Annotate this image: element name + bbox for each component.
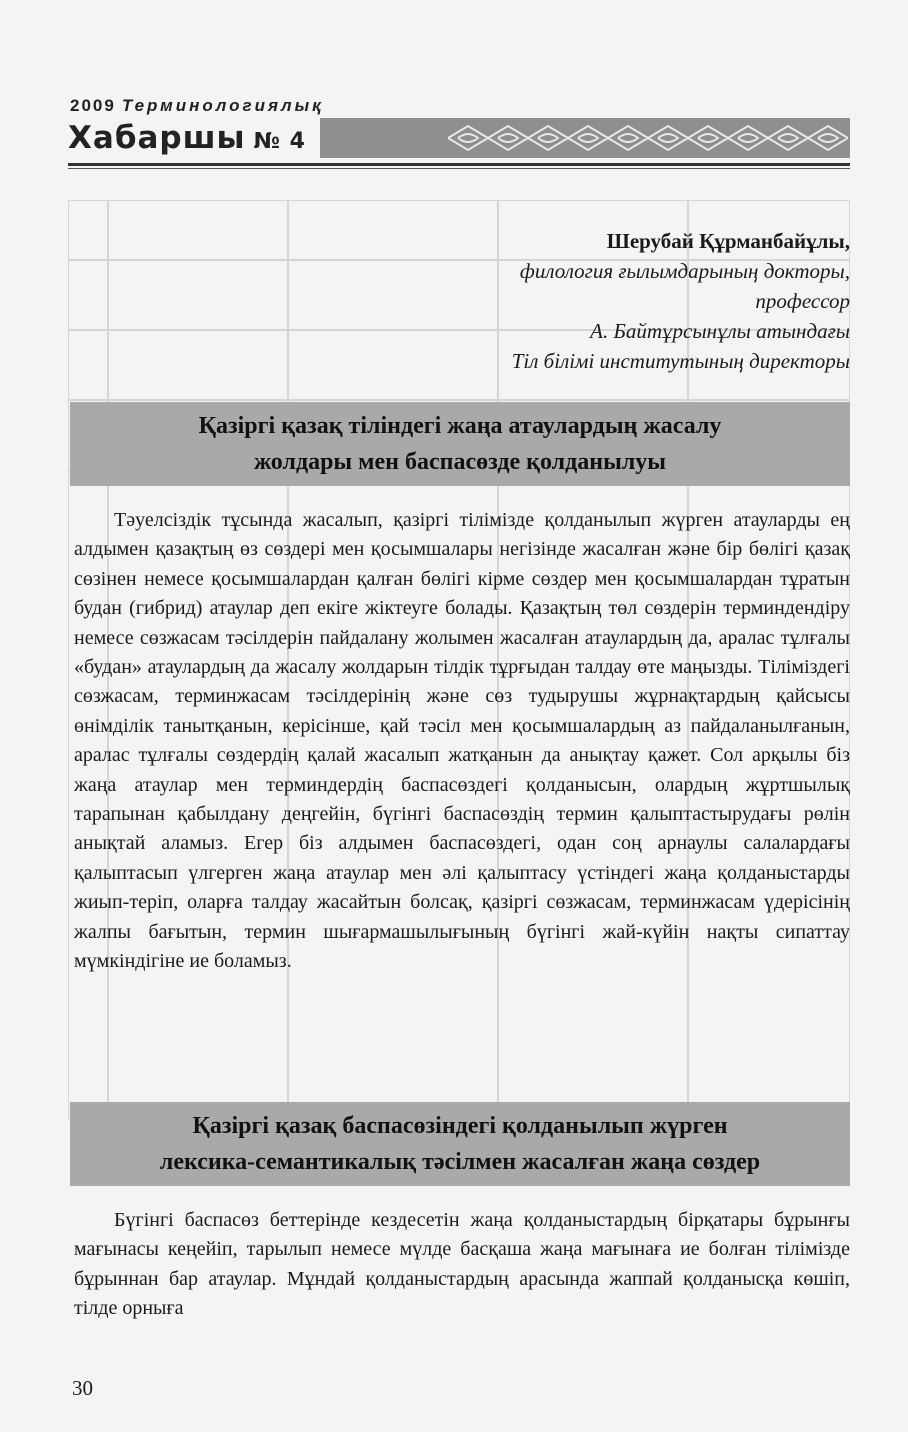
section-heading-1-line1: Қазіргі қазақ тіліндегі жаңа атаулардың жасалу [198,413,722,439]
ornament-decoration [448,122,848,154]
section-heading-2-line1: Қазіргі қазақ баспасөзіндегі қолданылып жүрген [192,1113,728,1139]
page-number: 30 [72,1376,93,1400]
section-heading-1 [70,402,850,486]
section-heading-2-line2: лексика-семантикалық тәсілмен жасалған жаңа сөздер [159,1149,761,1175]
header-issue-number: № 4 [253,129,306,154]
author-institute-line1: А. Байтұрсынұлы атындағы [590,319,850,343]
author-degree: филология ғылымдарының докторы, [519,259,850,283]
header-magazine-name: Терминологиялық [121,96,324,115]
header-rule [68,163,850,166]
header-title [68,118,320,158]
author-name: Шерубай Құрманбайұлы, [606,229,850,253]
author-title: профессор [755,289,850,313]
section-heading-1-line2: жолдары мен баспасөзде қолданылуы [253,449,667,475]
header-title-text: Хабаршы [68,120,246,156]
author-institute-line2: Тіл білімі институтының директоры [511,349,850,373]
body-paragraph-2: Бүгінгі баспасөз беттерінде кездесетін жаңа қолданыстардың бірқатары бұрынғы мағынасы кеңейіп, тарылып немесе мүлде басқаша жаңа мағынаға ие болған тілімізде бұрыннан бар атаулар. Мұндай қолданыстардың арасында жаппай қолданысқа көшіп, тілде орныға [74,1209,850,1320]
header-year-line [70,96,324,116]
header-rule-thin [68,168,850,169]
body-paragraph-1: Тәуелсіздік тұсында жасалып, қазіргі тілімізде қолданылып жүрген атауларды ең алдымен қазақтың өз сөздері мен қосымшалары негізінде жасалған және бір бөлігі қазақ сөзінен немесе қосымшалардан қалған бөлігі кірме сөздер мен қосымшалардан тұратын будан (гибрид) атаулар деп екіге жіктеуге болады. Қазақтың төл сөздерін терминдендіру немесе сөзжасам тәсілдерін пайдалану жолымен жасалған атаулардың да, аралас тұлғалы «будан» атаулардың да жасалу жолдарын тілдік тұрғыдан талдау өте маңызды. Тіліміздегі сөзжасам, терминжасам тәсілдерінің және сөз тудырушы жұрнақтардың қайсысы өнімділік танытқанын, керісінше, қай тәсіл мен қосымшалардың аз пайдаланылғанын, аралас тұлғалы сөздердің қалай жасалып жатқанын да анықтау қажет. Сол арқылы біз жаңа атаулар мен терминдердің баспасөздегі қолданысын, олардың жұртшылық тарапынан қабылдану деңгейін, бүгінгі баспасөздің термин қалыптастырудағы рөлін анықтай аламыз. Егер біз алдымен баспасөздегі, одан соң арнаулы салалардағы қалыптасып үлгерген жаңа атаулар мен әлі қалыптасу үстіндегі жаңа қолданыстарды жиып-теріп, оларға талдау жасайтын болсақ, қазіргі сөзжасам, терминжасам үдерісінің жалпы бағытын, термин шығармашылығының бүгінгі жай-күйін нақты сипаттау мүмкіндігіне ие боламыз. [74,509,850,973]
running-header [68,96,850,188]
header-year: 2009 [70,96,116,115]
section-heading-2 [70,1102,850,1186]
author-block [512,226,850,376]
